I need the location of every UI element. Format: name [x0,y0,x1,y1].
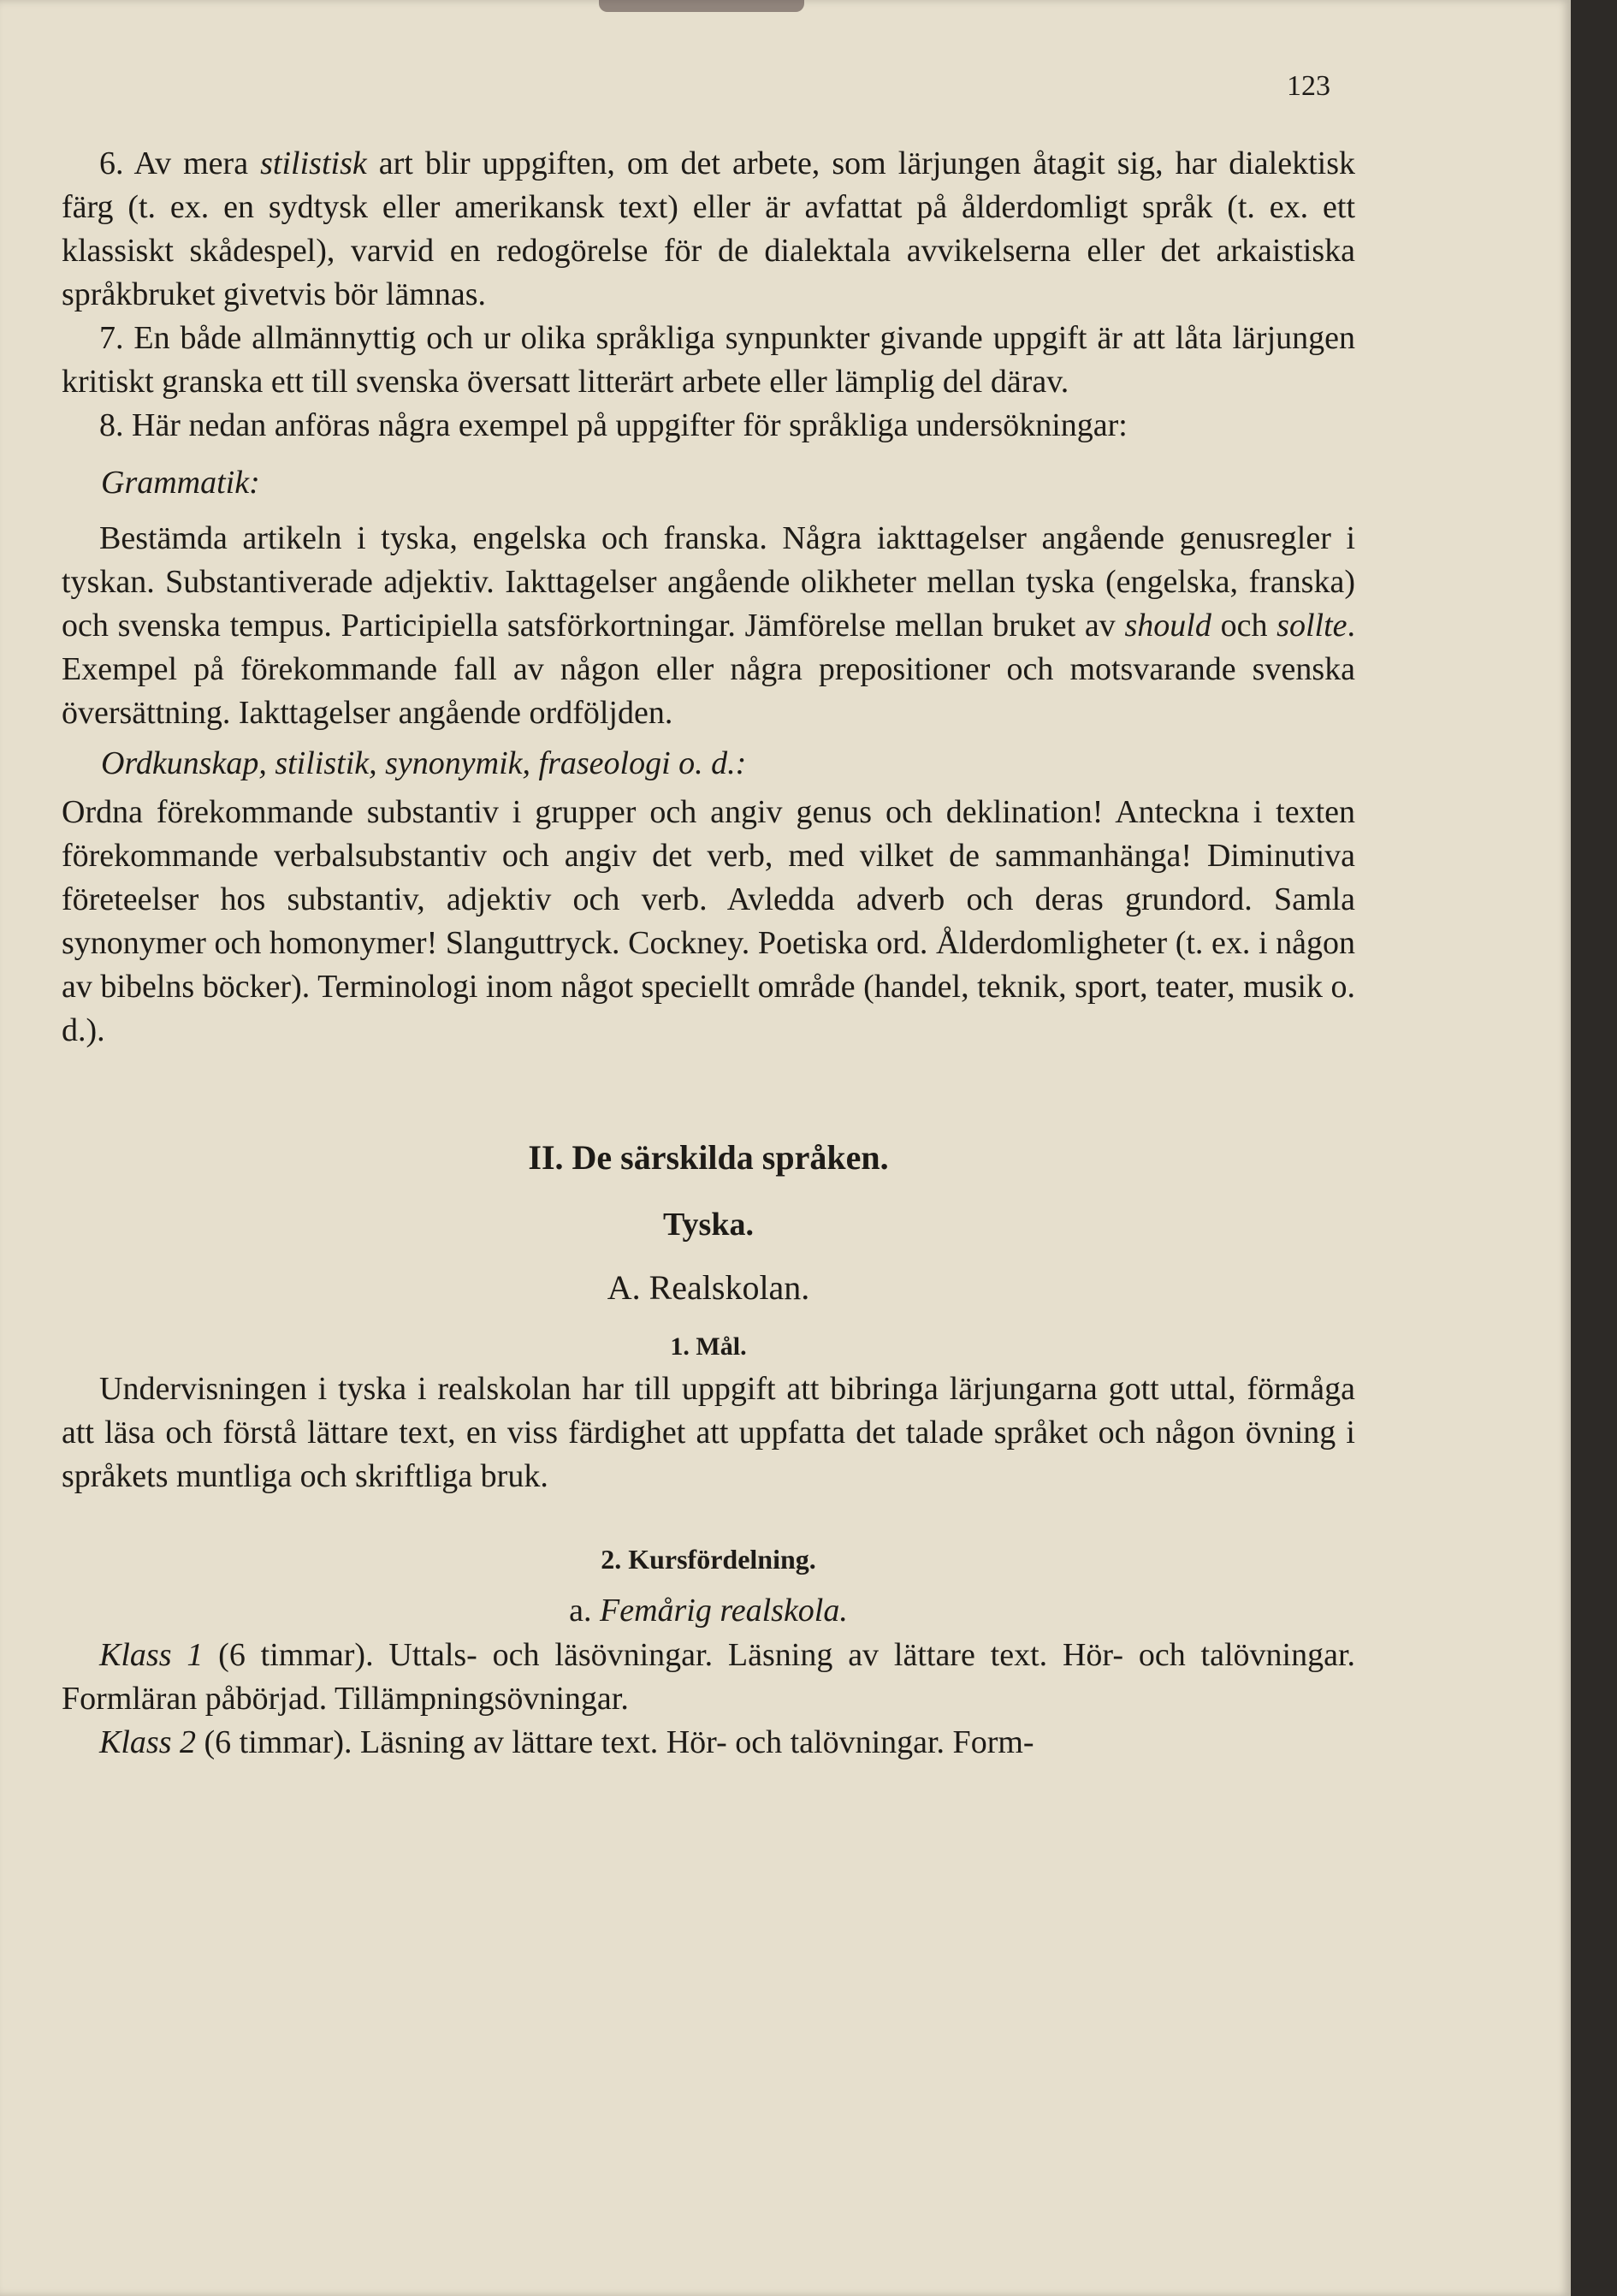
section-title: II. De särskilda språken. [528,1138,889,1177]
text-span: art blir uppgiften, om det arbete, som lärjungen åtagit sig, har dialektisk färg (t. ex. en sydtysk eller amerikansk text) eller är avfattat på ålderdomligt språk (t. ex. ett klassiskt skådespel), varvid en redogörelse för de dialektala avvikelserna eller det arkaistiska språkbruket givetvis bör lämnas. [62,145,1355,312]
paragraph-ordkunskap: Ordna förekommande substantiv i grupper och angiv genus och deklination! Anteckna i texten förekommande verbalsubstantiv och angiv det verb, med vilket de sammanhänga! Diminutiva företeelser hos substantiv, adjektiv och verb. Avledda adverb och deras grundord. Samla synonymer och homonymer! Slanguttryck. Cockney. Poetiska ord. Ålderdomligheter (t. ex. i någon av bibelns böcker). Terminologi inom något speciellt område (handel, teknik, sport, teater, musik o. d.). [62,794,1355,1048]
paragraph-item-7 [62,317,1355,404]
subheading-letter: a. [569,1593,592,1629]
subheading-ordkunskap: Ordkunskap, stilistik, synonymik, fraseologi o. d.: [101,745,747,781]
text-span: och [1211,608,1277,644]
subheading-title: Femårig realskola. [599,1593,848,1629]
italic-term: should [1124,608,1211,644]
paragraph-mal: Undervisningen i tyska i realskolan har till uppgift att bibringa lärjungarna gott uttal, förmåga att läsa och förstå lättare text, en viss färdighet att uppfatta det talade språket och någon övning i språkets muntliga och skriftliga bruk. [62,1371,1355,1494]
text-span: En både allmännyttig och ur olika språkliga synpunkter givande uppgift är att låta lärjungen kritiskt granska ett till svenska översatt litterärt arbete eller lämplig del därav. [62,320,1355,400]
subheading-femarig [62,1587,1355,1634]
text-span: (6 timmar). Läsning av lättare text. Hör- och talövningar. Form- [195,1724,1034,1760]
page-body [62,142,1355,1765]
klass-label: Klass 1 [99,1637,204,1673]
page-number: 123 [1287,70,1330,102]
subheading-grammatik: Grammatik: [101,465,260,501]
text-span: (6 timmar). Uttals- och läsövningar. Läsning av lättare text. Hör- och talövningar. Formläran påbörjad. Tillämpningsövningar. [62,1637,1355,1717]
item-number: 6. [99,145,124,181]
school-heading: A. Realskolan. [607,1268,810,1307]
scan-border [1571,0,1617,2296]
paragraph-item-8 [62,404,1355,448]
italic-term: sollte [1276,608,1348,644]
binding-shadow [599,0,804,12]
subheading-mal: 1. Mål. [670,1332,747,1361]
paragraph-grammatik [62,517,1355,735]
paragraph-klass-2 [62,1721,1355,1765]
paragraph-klass-1 [62,1634,1355,1721]
text-span: . Exempel på förekommande fall av någon eller några prepositioner och motsvarande svenska översättning. Iakttagelser angående ordföljden. [62,608,1355,731]
italic-term: stilistisk [260,145,367,181]
text-span: Bestämda artikeln i tyska, engelska och franska. Några iakttagelser angående genusregler i tyskan. Substantiverade adjektiv. Iakttagelser angående olikheter mellan tyska (engelska, franska) och svenska tempus. Participiella satsförkortningar. Jämförelse mellan bruket av [62,520,1355,644]
subheading-kursfordelning: 2. Kursfördelning. [601,1544,816,1575]
language-heading: Tyska. [663,1207,754,1243]
item-number: 8. [99,407,124,443]
text-span: Här nedan anföras några exempel på uppgifter för språkliga undersökningar: [123,407,1128,443]
paragraph-item-6 [62,142,1355,317]
item-number: 7. [99,320,124,356]
text-span: Av mera [123,145,261,181]
klass-label: Klass 2 [99,1724,196,1760]
